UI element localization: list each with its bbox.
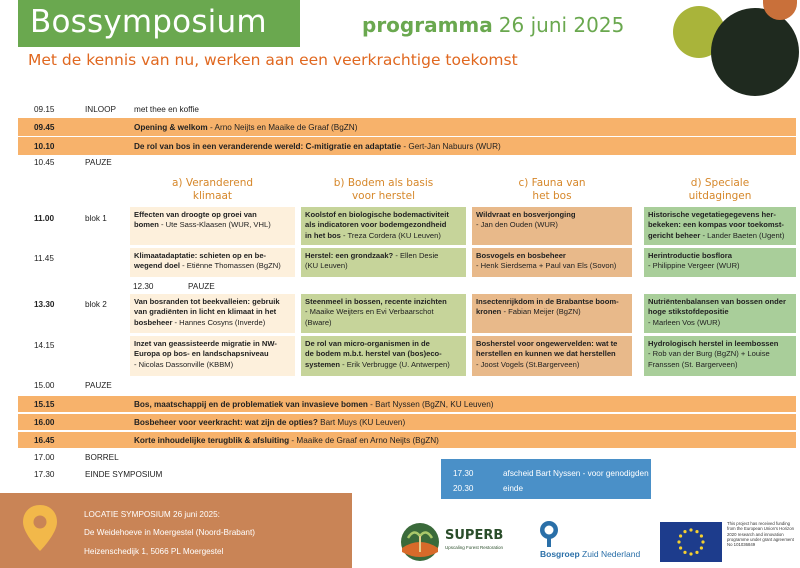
location-venue: De Weidehoeve in Moergestel (Noord-Brabant): [84, 528, 255, 537]
evening-time-1: 17.30: [453, 469, 474, 478]
evening-box: [441, 459, 651, 499]
row-label: EINDE SYMPOSIUM: [85, 470, 163, 479]
session-c1: Wildvraat en bosverjonging - Jan den Ouden (WUR): [472, 207, 632, 245]
map-pin-icon: [22, 505, 58, 551]
location-panel: [0, 493, 352, 568]
track-header-a: a) Veranderend klimaat: [171, 177, 254, 202]
schedule-row: [18, 452, 796, 465]
row-speaker: - Gert-Jan Nabuurs (WUR): [403, 142, 501, 151]
eu-funding-text: This project has received funding from the European Union's Horizon 2020 research and innovation programme under grant agreement No 101036849: [727, 521, 794, 548]
track-header-b: b) Bodem als basis voor herstel: [333, 177, 434, 202]
session-a4: Inzet van geassisteerde migratie in NW- Europa op bos- en landschapsniveau - Nicolas Dassonville (KBBM): [130, 336, 295, 376]
time-1145: 11.45: [34, 254, 54, 263]
subtitle: Met de kennis van nu, werken aan een veerkrachtige toekomst: [28, 51, 518, 69]
track-header-c: c) Fauna van het bos: [518, 177, 586, 202]
time-1415: 14.15: [34, 341, 55, 350]
row-time: 17.00: [34, 453, 55, 462]
time-1100: 11.00: [34, 214, 55, 223]
row-time: 10.45: [34, 158, 55, 167]
block-1-label: blok 1: [85, 214, 107, 223]
schedule-row: [18, 104, 796, 117]
evening-desc-2: einde: [503, 484, 524, 493]
session-b1: Koolstof en biologische bodemactiviteit als indicatoren voor bodemgezondheid in het bos - Treza Cordera (KU Leuven): [301, 207, 466, 245]
row-label: PAUZE: [85, 158, 112, 167]
superb-logo-icon: [400, 522, 440, 562]
row-speaker: Bart Muys (KU Leuven): [320, 418, 406, 427]
schedule-row-highlight: [18, 414, 796, 430]
session-d4: Hydrologisch herstel in leembossen - Rob van der Burg (BgZN) + Louise Franssen (St. Bargerveen): [644, 336, 796, 376]
row-label: BORREL: [85, 453, 119, 462]
superb-logo-subtext: Upscaling Forest Restoration: [445, 545, 504, 550]
row-speaker: - Bart Nyssen (BgZN, KU Leuven): [370, 400, 494, 409]
bosgroep-logo-icon: [537, 520, 561, 548]
superb-logo-text: SUPERB: [445, 528, 504, 543]
eu-flag-icon: [660, 522, 722, 562]
schedule-row-highlight: [18, 118, 796, 136]
row-time: 09.45: [34, 123, 55, 132]
location-title: LOCATIE SYMPOSIUM 26 juni 2025:: [84, 510, 220, 519]
pauze-mid: PAUZE: [188, 282, 215, 291]
session-a1: Effecten van droogte op groei van bomen - Ute Sass-Klaasen (WUR, VHL): [130, 207, 295, 245]
schedule-row: [18, 380, 796, 393]
row-label: PAUZE: [85, 381, 112, 390]
session-b2: Herstel: een grondzaak? - Ellen Desie (KU Leuven): [301, 248, 466, 277]
row-time: 10.10: [34, 142, 55, 151]
block-2-label: blok 2: [85, 300, 107, 309]
schedule-row-highlight: [18, 137, 796, 155]
session-d2: Herintroductie bosflora - Philippine Vergeer (WUR): [644, 248, 796, 277]
session-c3: Insectenrijkdom in de Brabantse boom- kronen - Fabian Meijer (BgZN): [472, 294, 632, 333]
session-a2: Klimaatadaptatie: schieten op en be- wegend doel - Etiënne Thomassen (BgZN): [130, 248, 295, 277]
row-label: INLOOP: [85, 105, 116, 114]
evening-desc-1: afscheid Bart Nyssen - voor genodigden: [503, 469, 649, 478]
programma-heading: [362, 13, 624, 37]
bosgroep-logo-text: Bosgroep Zuid Nederland: [540, 549, 641, 559]
schedule-row-highlight: [18, 432, 796, 448]
session-d1: Historische vegetatiegegevens her- bekeken: een kompas voor toekomst- gericht beheer - Lander Baeten (Ugent): [644, 207, 796, 245]
page-title: Bossymposium: [30, 4, 267, 40]
evening-time-2: 20.30: [453, 484, 474, 493]
schedule-row-highlight: [18, 396, 796, 412]
row-title: De rol van bos in een veranderende wereld: C-mitigratie en adaptatie: [134, 142, 402, 151]
row-desc: met thee en koffie: [134, 105, 199, 114]
row-title: Bos, maatschappij en de problematiek van invasieve bomen: [134, 400, 368, 409]
time-1330: 13.30: [34, 300, 55, 309]
row-time: 16.45: [34, 436, 55, 445]
time-1230: 12.30: [133, 282, 154, 291]
session-b4: De rol van micro-organismen in de de bodem m.b.t. herstel van (bos)eco- systemen - Erik Verbrugge (U. Antwerpen): [301, 336, 466, 376]
row-title: Bosbeheer voor veerkracht: wat zijn de opties?: [134, 418, 318, 427]
session-a3: Van bosranden tot beekvalleien: gebruik van gradiënten in licht en klimaat in het bosbeheer - Hannes Cosyns (Inverde): [130, 294, 295, 333]
schedule-row: [18, 157, 796, 170]
session-b3: Steenmeel in bossen, recente inzichten - Maaike Weijters en Evi Verbaarschot (Bware): [301, 294, 466, 333]
row-time: 17.30: [34, 470, 55, 479]
session-c4: Bosherstel voor ongewervelden: wat te herstellen en kunnen we dat herstellen - Joost Vogels (St.Bargerveen): [472, 336, 632, 376]
row-speaker: - Maaike de Graaf en Arno Neijts (BgZN): [291, 436, 439, 445]
location-address: Heizenschedijk 1, 5066 PL Moergestel: [84, 547, 224, 556]
row-time: 15.00: [34, 381, 55, 390]
row-speaker: - Arno Neijts en Maaike de Graaf (BgZN): [209, 123, 358, 132]
row-time: 09.15: [34, 105, 55, 114]
session-d3: Nutriëntenbalansen van bossen onder hoge stikstofdepositie - Marleen Vos (WUR): [644, 294, 796, 333]
schedule-row: [18, 469, 796, 482]
track-header-d: d) Speciale uitdagingen: [688, 177, 752, 202]
session-c2: Bosvogels en bosbeheer - Henk Sierdsema + Paul van Els (Sovon): [472, 248, 632, 277]
row-title: Korte inhoudelijke terugblik & afsluiting: [134, 436, 290, 445]
event-date: 26 juni 2025: [498, 13, 625, 37]
row-title: Opening & welkom: [134, 123, 208, 132]
row-time: 16.00: [34, 418, 55, 427]
row-time: 15.15: [34, 400, 55, 409]
programma-label: programma: [362, 13, 493, 37]
decor-circle-dark: [711, 8, 799, 96]
